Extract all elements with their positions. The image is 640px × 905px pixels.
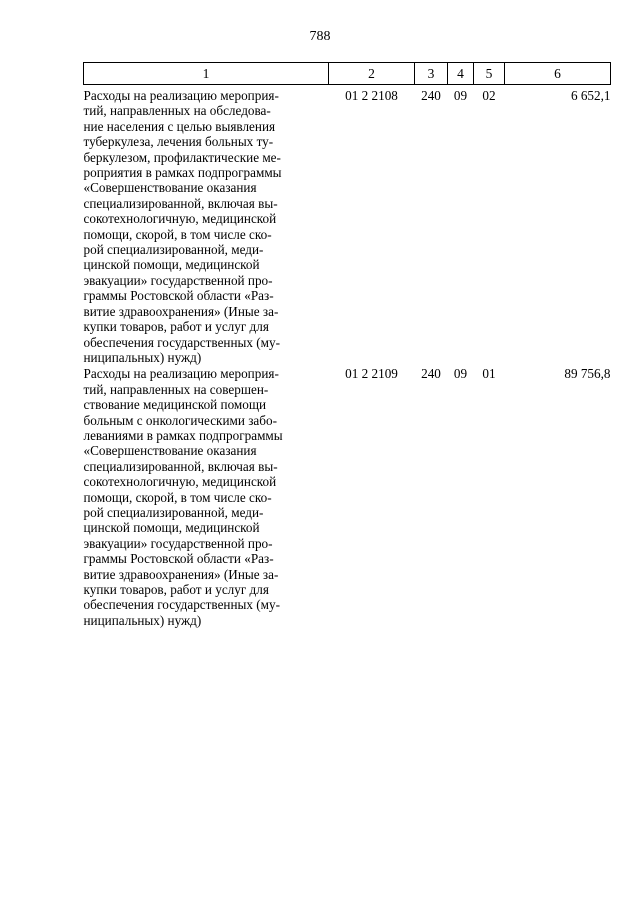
table-row: [84, 85, 611, 366]
subsection-code: 01: [482, 366, 496, 382]
section-code: 09: [453, 88, 468, 103]
column-header-3: 3: [415, 63, 448, 85]
page-number: 788: [309, 29, 331, 44]
description-line: купки товаров, работ и услуг для: [83, 582, 269, 597]
description-line: цинской помощи, медицинской: [83, 257, 260, 273]
description-line: витие здравоохранения» (Иные за-: [83, 566, 279, 582]
column-header-1: 1: [84, 63, 329, 85]
description-line: тий, направленных на совершен-: [83, 381, 269, 397]
table-row: [84, 365, 611, 628]
description-line: граммы Ростовской области «Раз-: [83, 288, 274, 304]
description-line: специализированной, включая вы-: [83, 458, 278, 474]
amount-value: 6 652,1: [570, 88, 611, 103]
table-header-row: [84, 63, 611, 85]
description-line: «Совершенствование оказания: [83, 443, 257, 459]
description-line: специализированной, включая вы-: [83, 195, 278, 211]
description-line: обеспечения государственных (му-: [83, 597, 281, 613]
column-header-6: 6: [505, 63, 611, 85]
description-line: роприятия в рамках подпрограммы: [83, 165, 282, 181]
description-line: леваниями в рамках подпрограммы: [83, 427, 283, 443]
target-article-code: 01 2 2109: [345, 366, 398, 382]
description-line: обеспечения государственных (му-: [83, 334, 281, 350]
description-line: больным с онкологическими забо-: [83, 412, 277, 428]
description-line: ниципальных) нужд): [83, 612, 202, 628]
description-line: туберкулеза, лечения больных ту-: [83, 134, 274, 150]
description-line: граммы Ростовской области «Раз-: [83, 551, 274, 567]
description-line: тий, направленных на обследова-: [83, 103, 271, 119]
description-line: цинской помощи, медицинской: [83, 520, 260, 536]
amount-value: 89 756,8: [564, 366, 611, 382]
target-article-code: 01 2 2108: [345, 88, 398, 103]
section-code: 09: [453, 366, 468, 382]
description-line: ствование медицинской помощи: [83, 397, 267, 413]
description-line: Расходы на реализацию мероприя-: [83, 366, 279, 382]
description-line: рой специализированной, меди-: [83, 242, 264, 258]
description-line: Расходы на реализацию мероприя-: [83, 88, 279, 103]
row-description: [84, 85, 329, 366]
column-header-2: 2: [329, 63, 415, 85]
description-line: ниципальных) нужд): [83, 349, 202, 365]
budget-table: [83, 62, 611, 628]
description-line: эвакуации» государственной про-: [83, 535, 273, 551]
column-header-4: 4: [448, 63, 474, 85]
description-line: ние населения с целью выявления: [83, 118, 276, 134]
description-line: помощи, скорой, в том числе ско-: [83, 226, 272, 242]
row-description: [84, 365, 329, 628]
description-line: витие здравоохранения» (Иные за-: [83, 303, 279, 319]
description-line: «Совершенствование оказания: [83, 180, 257, 196]
expense-type-code: 240: [421, 366, 441, 382]
description-line: сокотехнологичную, медицинской: [83, 474, 277, 490]
description-line: сокотехнологичную, медицинской: [83, 211, 277, 227]
subsection-code: 02: [482, 88, 496, 103]
description-line: беркулезом, профилактические ме-: [83, 149, 281, 165]
description-line: эвакуации» государственной про-: [83, 272, 273, 288]
description-line: рой специализированной, меди-: [83, 504, 264, 520]
description-line: купки товаров, работ и услуг для: [83, 319, 269, 335]
expense-type-code: 240: [421, 88, 441, 103]
column-header-5: 5: [474, 63, 505, 85]
description-line: помощи, скорой, в том числе ско-: [83, 489, 272, 505]
